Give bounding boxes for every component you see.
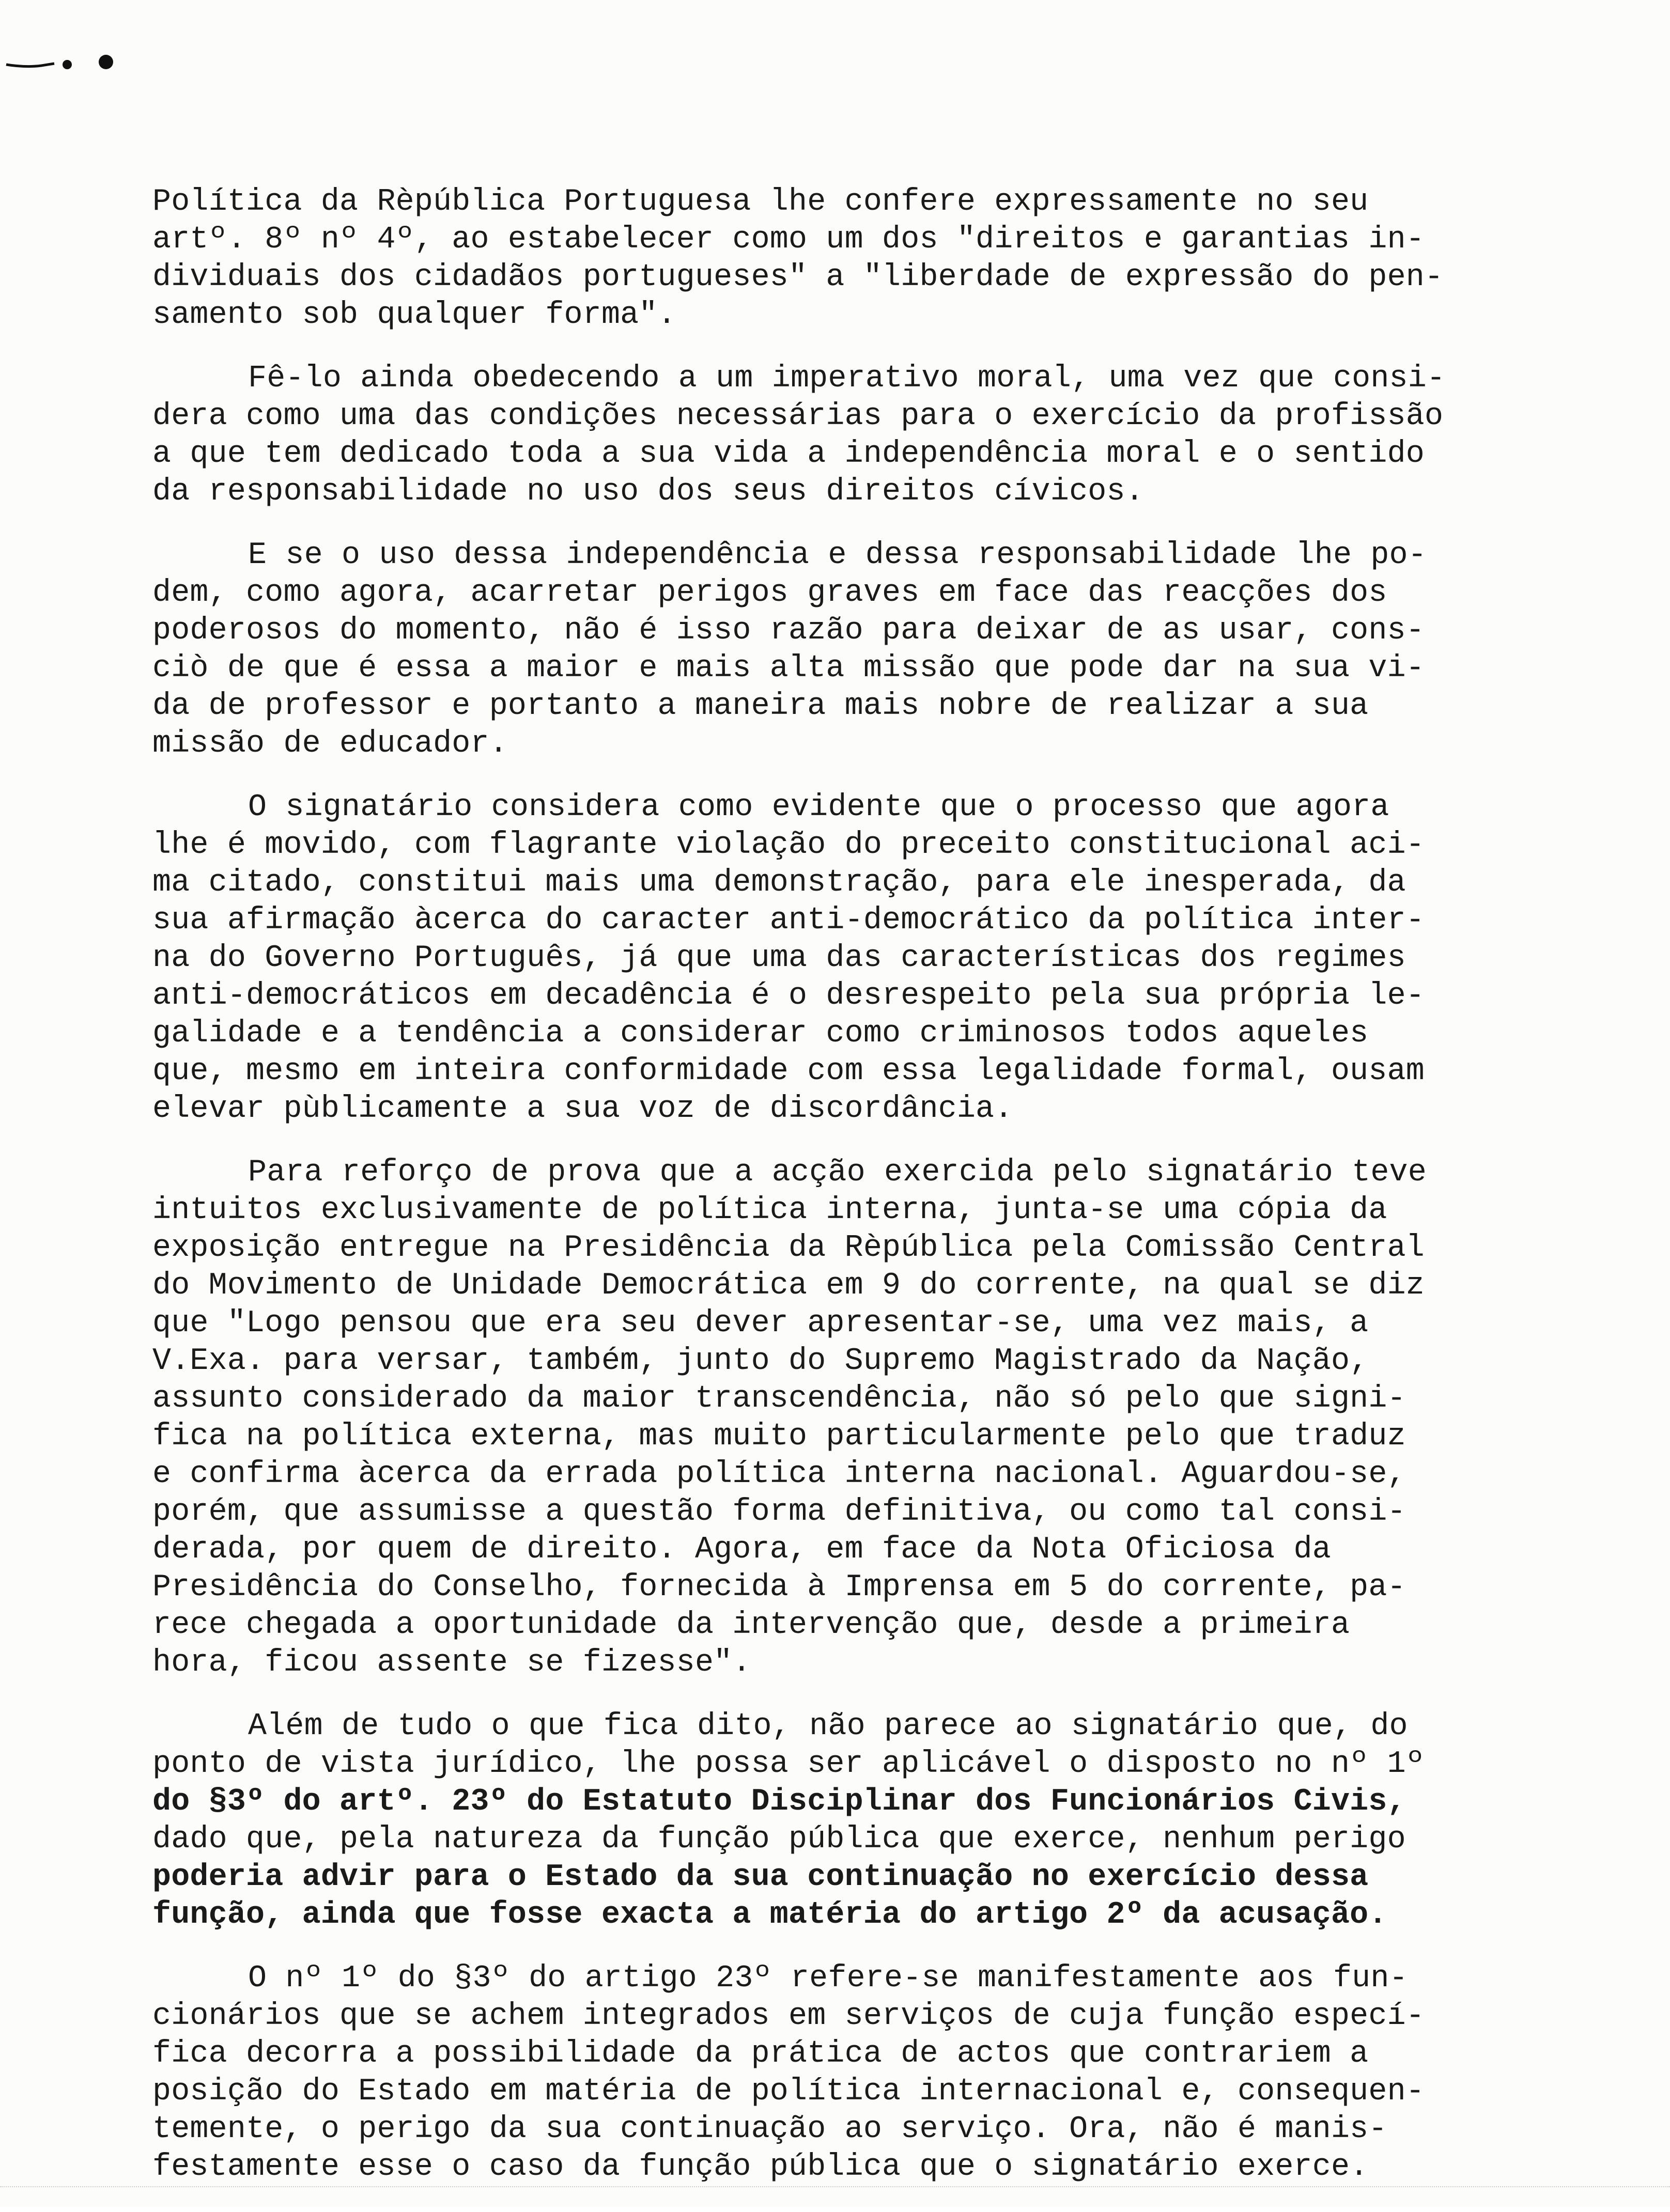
text-line: cionários que se achem integrados em serviços de cuja função especí- bbox=[152, 1999, 1425, 2034]
text-line: assunto considerado da maior transcendência, não só pelo que signi- bbox=[152, 1381, 1406, 1416]
text-line: que "Logo pensou que era seu dever apresentar-se, uma vez mais, a bbox=[152, 1306, 1369, 1341]
text-line: da responsabilidade no uso dos seus direitos cívicos. bbox=[152, 474, 1144, 509]
letter-body bbox=[152, 183, 1599, 2212]
text-line: sua afirmação àcerca do caracter anti-democrático da política inter- bbox=[152, 903, 1425, 938]
text-line: elevar pùblicamente a sua voz de discordância. bbox=[152, 1092, 1013, 1127]
text-line: lhe é movido, com flagrante violação do preceito constitucional aci- bbox=[152, 828, 1425, 863]
text-line: ma citado, constitui mais uma demonstração, para ele inesperada, da bbox=[152, 865, 1406, 900]
bottom-edge-noise bbox=[0, 2186, 1670, 2190]
paragraph-4 bbox=[152, 789, 1599, 1128]
text-line: posição do Estado em matéria de política internacional e, consequen- bbox=[152, 2074, 1425, 2109]
text-line: e confirma àcerca da errada política interna nacional. Aguardou-se, bbox=[152, 1457, 1406, 1492]
text-line: porém, que assumisse a questão forma definitiva, ou como tal consi- bbox=[152, 1494, 1406, 1530]
paragraph-1 bbox=[152, 183, 1599, 334]
text-line: E se o uso dessa independência e dessa responsabilidade lhe po- bbox=[248, 538, 1427, 573]
paragraph-5 bbox=[152, 1154, 1599, 1682]
text-line: do §3º do artº. 23º do Estatuto Disciplinar dos Funcionários Civis, bbox=[152, 1784, 1406, 1819]
text-line: na do Governo Português, já que uma das características dos regimes bbox=[152, 941, 1406, 976]
text-line: galidade e a tendência a considerar como criminosos todos aqueles bbox=[152, 1016, 1369, 1051]
text-line: Para reforço de prova que a acção exercida pelo signatário teve bbox=[248, 1155, 1427, 1190]
text-line: dem, como agora, acarretar perigos graves em face das reacções dos bbox=[152, 575, 1387, 611]
text-line: intuitos exclusivamente de política interna, junta-se uma cópia da bbox=[152, 1193, 1387, 1228]
text-line: temente, o perigo da sua continuação ao serviço. Ora, não é manis- bbox=[152, 2112, 1387, 2147]
text-line: dera como uma das condições necessárias para o exercício da profissão bbox=[152, 399, 1444, 434]
text-line: rece chegada a oportunidade da intervenção que, desde a primeira bbox=[152, 1608, 1350, 1643]
corner-ink-mark bbox=[5, 54, 124, 75]
text-line: missão de educador. bbox=[152, 726, 508, 761]
text-line: fica decorra a possibilidade da prática de actos que contrariem a bbox=[152, 2036, 1369, 2071]
text-line: Além de tudo o que fica dito, não parece ao signatário que, do bbox=[248, 1709, 1408, 1744]
text-line: hora, ficou assente se fizesse". bbox=[152, 1645, 751, 1680]
text-line: Fê-lo ainda obedecendo a um imperativo moral, uma vez que consi- bbox=[248, 361, 1446, 396]
paragraph-3 bbox=[152, 537, 1599, 763]
text-line: dividuais dos cidadãos portugueses" a "liberdade de expressão do pen- bbox=[152, 260, 1444, 295]
text-line: ponto de vista jurídico, lhe possa ser aplicável o disposto no nº 1º bbox=[152, 1747, 1425, 1782]
text-line: poderosos do momento, não é isso razão para deixar de as usar, cons- bbox=[152, 613, 1425, 648]
text-line: Política da Rèpública Portuguesa lhe confere expressamente no seu bbox=[152, 184, 1369, 220]
text-line: Presidência do Conselho, fornecida à Imprensa em 5 do corrente, pa- bbox=[152, 1570, 1406, 1605]
text-line: ciò de que é essa a maior e mais alta missão que pode dar na sua vi- bbox=[152, 651, 1425, 686]
text-line: função, ainda que fosse exacta a matéria do artigo 2º da acusação. bbox=[152, 1897, 1387, 1933]
text-line: festamente esse o caso da função pública que o signatário exerce. bbox=[152, 2149, 1369, 2185]
text-line: samento sob qualquer forma". bbox=[152, 298, 676, 333]
text-line: anti-democráticos em decadência é o desrespeito pela sua própria le- bbox=[152, 978, 1425, 1014]
text-line: que, mesmo em inteira conformidade com essa legalidade formal, ousam bbox=[152, 1054, 1425, 1089]
text-line: dado que, pela natureza da função pública que exerce, nenhum perigo bbox=[152, 1822, 1406, 1857]
paragraph-6 bbox=[152, 1708, 1599, 1934]
text-line: O signatário considera como evidente que o processo que agora bbox=[248, 790, 1389, 825]
text-line: da de professor e portanto a maneira mais nobre de realizar a sua bbox=[152, 689, 1369, 724]
text-line: exposição entregue na Presidência da Rèpública pela Comissão Central bbox=[152, 1230, 1425, 1266]
text-line: artº. 8º nº 4º, ao estabelecer como um dos "direitos e garantias in- bbox=[152, 222, 1425, 257]
text-line: derada, por quem de direito. Agora, em face da Nota Oficiosa da bbox=[152, 1532, 1331, 1567]
text-line: a que tem dedicado toda a sua vida a independência moral e o sentido bbox=[152, 437, 1425, 472]
text-line: do Movimento de Unidade Democrática em 9 do corrente, na qual se diz bbox=[152, 1268, 1425, 1303]
paragraph-2 bbox=[152, 360, 1599, 511]
paragraph-7 bbox=[152, 1960, 1599, 2186]
text-line: fica na política externa, mas muito particularmente pelo que traduz bbox=[152, 1419, 1406, 1454]
text-line: poderia advir para o Estado da sua continuação no exercício dessa bbox=[152, 1860, 1369, 1895]
text-line: V.Exa. para versar, também, junto do Supremo Magistrado da Nação, bbox=[152, 1344, 1369, 1379]
text-line: O nº 1º do §3º do artigo 23º refere-se manifestamente aos fun- bbox=[248, 1961, 1408, 1996]
